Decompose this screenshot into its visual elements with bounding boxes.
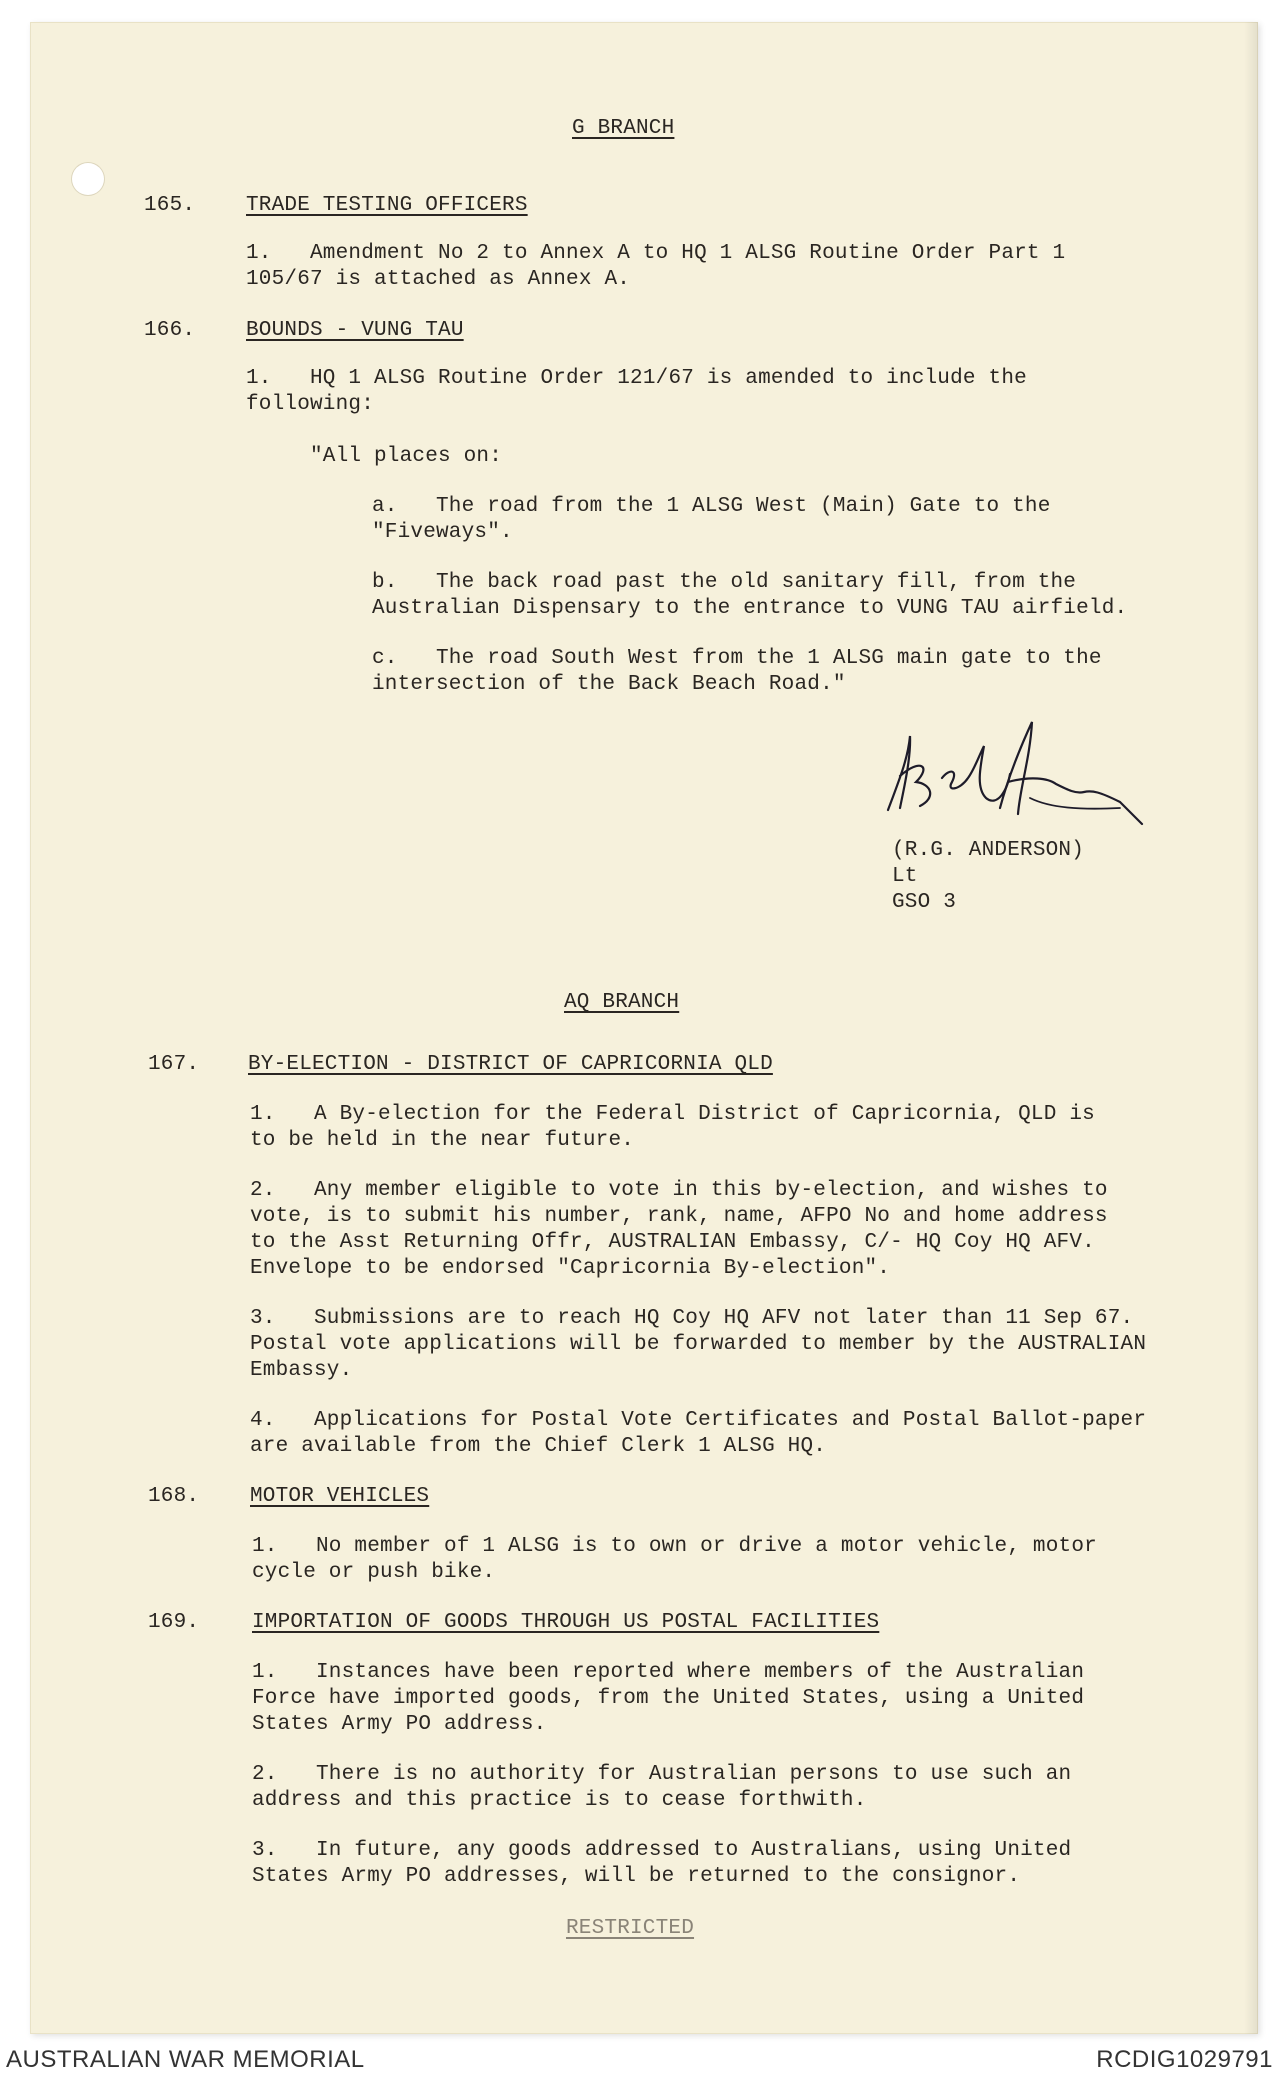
item-167-para-4-line-1: 4. Applications for Postal Vote Certificates and Postal Ballot-paper — [250, 1409, 1147, 1432]
item-167-para-1-line-1: 1. A By-election for the Federal District of Capricornia, QLD is — [250, 1103, 1095, 1126]
item-168-para-1-line-2: cycle or push bike. — [252, 1561, 496, 1584]
item-167-para-3-line-1: 3. Submissions are to reach HQ Coy HQ AFV not later than 11 Sep 67. — [250, 1307, 1134, 1330]
item-167-para-3-line-3: Embassy. — [250, 1359, 353, 1382]
item-166-quote-intro: "All places on: — [310, 445, 503, 468]
item-165-title: TRADE TESTING OFFICERS — [246, 194, 528, 217]
punch-hole — [72, 163, 104, 195]
item-166-sub-a-line-1: a. The road from the 1 ALSG West (Main) Gate to the — [372, 495, 1051, 518]
item-167-number: 167. — [148, 1053, 200, 1076]
item-169-para-3-line-1: 3. In future, any goods addressed to Australians, using United — [252, 1839, 1072, 1862]
item-166-number: 166. — [144, 319, 196, 342]
item-166-sub-b-line-2: Australian Dispensary to the entrance to VUNG TAU airfield. — [372, 597, 1128, 620]
item-167-para-2-line-4: Envelope to be endorsed "Capricornia By-election". — [250, 1257, 891, 1280]
item-166-title: BOUNDS - VUNG TAU — [246, 319, 464, 342]
g-branch-heading: G BRANCH — [572, 117, 675, 140]
item-168-para-1-line-1: 1. No member of 1 ALSG is to own or drive a motor vehicle, motor — [252, 1535, 1097, 1558]
item-169-para-1-line-3: States Army PO address. — [252, 1713, 547, 1736]
document-page — [30, 22, 1258, 2034]
item-166-para-1-line-1: 1. HQ 1 ALSG Routine Order 121/67 is amended to include the — [246, 367, 1027, 390]
handwritten-signature — [880, 718, 1150, 838]
classification-marking: RESTRICTED — [566, 1917, 695, 1940]
footer-source: AUSTRALIAN WAR MEMORIAL — [6, 2046, 365, 2073]
item-169-para-1-line-1: 1. Instances have been reported where members of the Australian — [252, 1661, 1085, 1684]
item-166-para-1-line-2: following: — [246, 393, 375, 416]
item-166-sub-c-line-1: c. The road South West from the 1 ALSG main gate to the — [372, 647, 1102, 670]
item-166-sub-c-line-2: intersection of the Back Beach Road." — [372, 673, 846, 696]
item-166-sub-a-line-2: "Fiveways". — [372, 521, 513, 544]
page-edge-shadow — [1244, 22, 1258, 2034]
signatory-appointment: GSO 3 — [892, 891, 957, 914]
item-169-para-2-line-1: 2. There is no authority for Australian persons to use such an — [252, 1763, 1072, 1786]
item-165-para-1-line-1: 1. Amendment No 2 to Annex A to HQ 1 ALSG Routine Order Part 1 — [246, 242, 1066, 265]
item-167-para-2-line-1: 2. Any member eligible to vote in this by-election, and wishes to — [250, 1179, 1108, 1202]
item-167-para-2-line-3: to the Asst Returning Offr, AUSTRALIAN Embassy, C/- HQ Coy HQ AFV. — [250, 1231, 1095, 1254]
item-169-para-1-line-2: Force have imported goods, from the United States, using a United — [252, 1687, 1085, 1710]
aq-branch-heading: AQ BRANCH — [564, 991, 680, 1014]
item-169-para-2-line-2: address and this practice is to cease forthwith. — [252, 1789, 867, 1812]
item-169-number: 169. — [148, 1611, 200, 1634]
signatory-name: (R.G. ANDERSON) — [892, 839, 1085, 862]
item-169-para-3-line-2: States Army PO addresses, will be returned to the consignor. — [252, 1865, 1021, 1888]
item-166-sub-b-line-1: b. The back road past the old sanitary fill, from the — [372, 571, 1077, 594]
item-165-number: 165. — [144, 194, 196, 217]
item-167-para-2-line-2: vote, is to submit his number, rank, name, AFPO No and home address — [250, 1205, 1108, 1228]
item-167-para-1-line-2: to be held in the near future. — [250, 1129, 635, 1152]
item-168-number: 168. — [148, 1485, 200, 1508]
footer-reference-id: RCDIG1029791 — [1096, 2046, 1273, 2073]
signatory-rank: Lt — [892, 865, 918, 888]
item-169-title: IMPORTATION OF GOODS THROUGH US POSTAL FACILITIES — [252, 1611, 880, 1634]
item-167-para-3-line-2: Postal vote applications will be forwarded to member by the AUSTRALIAN — [250, 1333, 1147, 1356]
item-165-para-1-line-2: 105/67 is attached as Annex A. — [246, 268, 631, 291]
item-167-para-4-line-2: are available from the Chief Clerk 1 ALSG HQ. — [250, 1435, 827, 1458]
item-167-title: BY-ELECTION - DISTRICT OF CAPRICORNIA QLD — [248, 1053, 773, 1076]
item-168-title: MOTOR VEHICLES — [250, 1485, 430, 1508]
